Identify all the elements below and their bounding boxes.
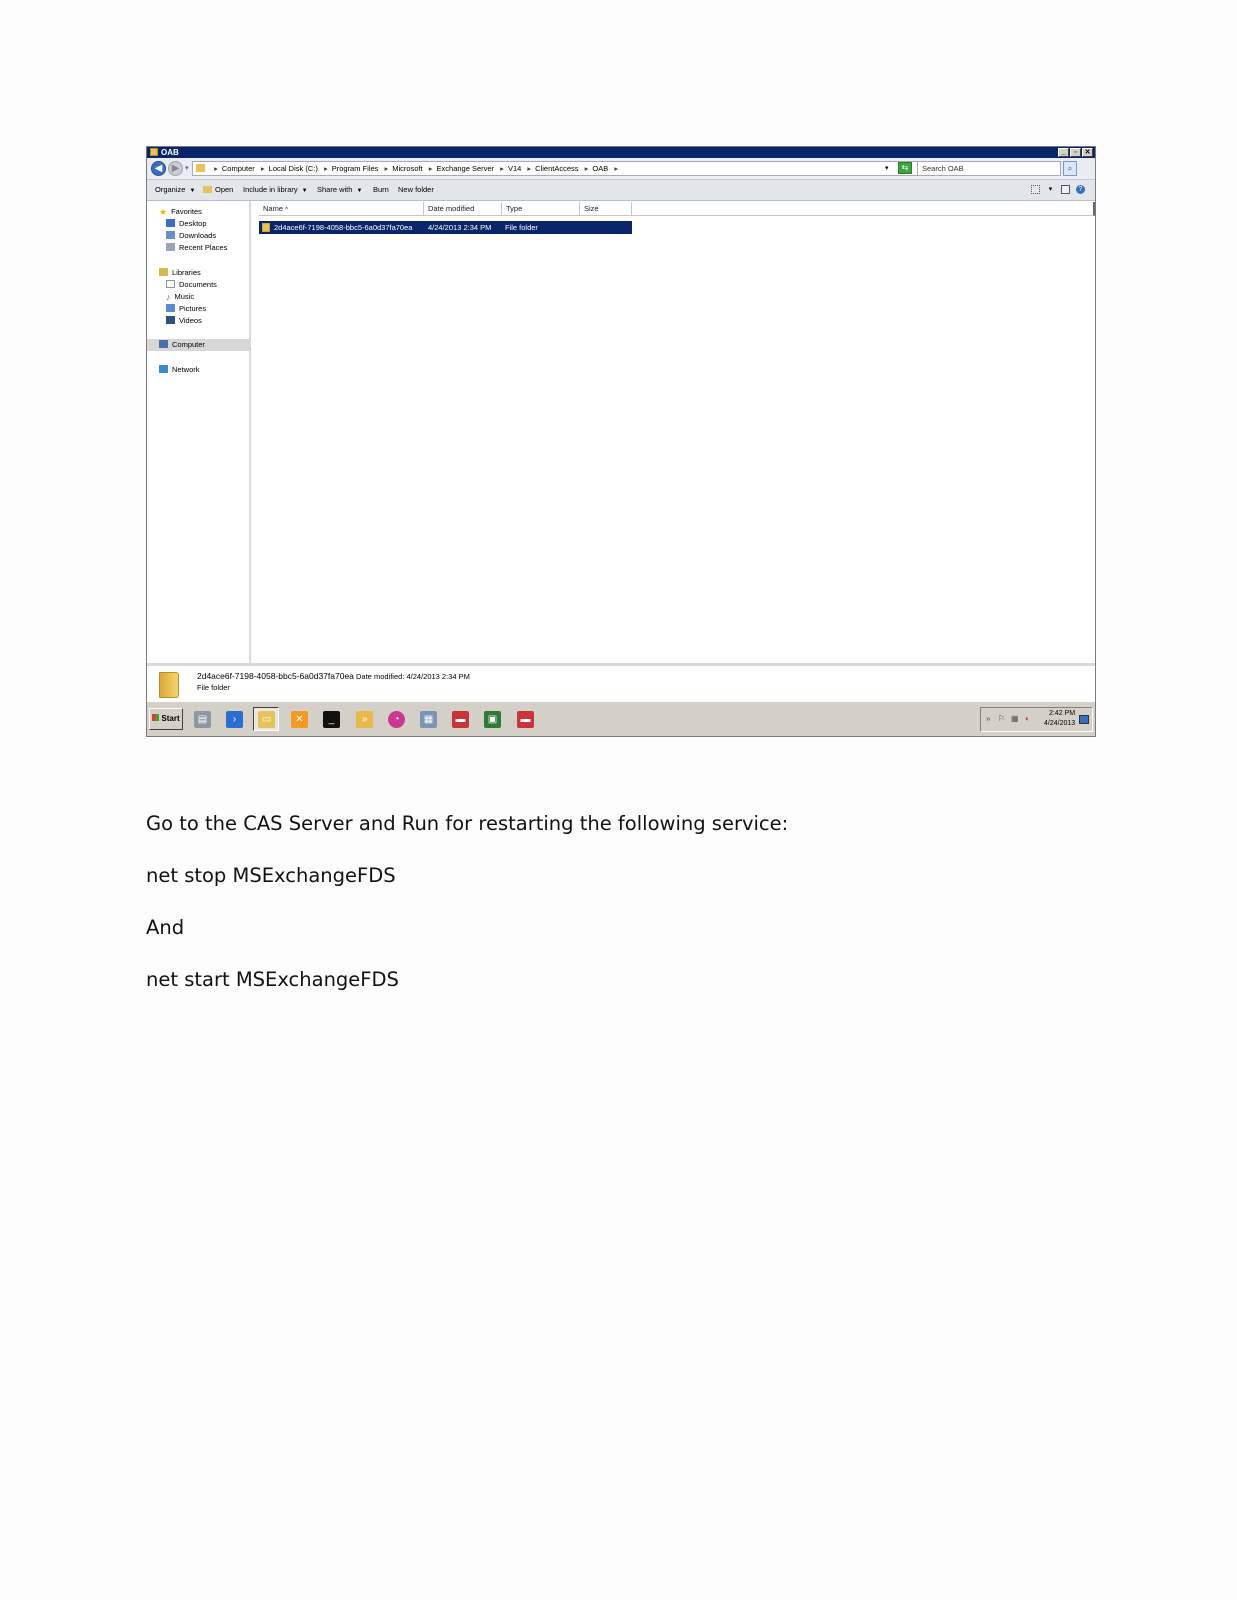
- open-button[interactable]: [203, 180, 233, 200]
- system-tray: [980, 707, 1093, 732]
- back-arrow-icon[interactable]: ◀: [151, 161, 166, 176]
- instruction-paragraph: Go to the CAS Server and Run for restarting the following service:: [146, 812, 789, 835]
- start-command-paragraph: net start MSExchangeFDS: [146, 968, 399, 991]
- nav-computer[interactable]: [147, 339, 259, 351]
- folder-icon: [159, 672, 179, 698]
- recent-pages-dropdown-icon[interactable]: ▾: [185, 165, 189, 172]
- taskbar-exchange-shell[interactable]: [351, 707, 377, 731]
- chevron-down-icon: ▼: [301, 188, 308, 194]
- file-row[interactable]: [259, 221, 632, 234]
- breadcrumb-v14[interactable]: V14: [507, 164, 522, 173]
- stop-command-paragraph: net stop MSExchangeFDS: [146, 864, 396, 887]
- nav-documents-label: Documents: [179, 280, 217, 289]
- share-with-menu[interactable]: [317, 180, 362, 201]
- nav-videos[interactable]: [147, 315, 266, 327]
- address-toolbar: [147, 158, 1095, 180]
- clock-date[interactable]: 4/24/2013: [1044, 720, 1076, 727]
- column-name-label: Name: [263, 204, 284, 213]
- chevron-down-icon: ▼: [189, 188, 196, 194]
- volume-icon[interactable]: ◐: [1025, 714, 1030, 723]
- sort-ascending-icon: ^: [285, 207, 288, 213]
- address-bar[interactable]: [192, 161, 940, 176]
- chevron-right-icon[interactable]: ▸: [500, 164, 504, 173]
- details-name-line: [197, 671, 470, 681]
- command-bar: [147, 180, 1095, 201]
- nav-favorites[interactable]: [147, 206, 259, 218]
- nav-libraries[interactable]: [147, 267, 259, 279]
- chevron-right-icon[interactable]: ▸: [260, 164, 265, 173]
- toolbox-icon: ▬: [452, 711, 469, 728]
- refresh-icon[interactable]: ⇆: [898, 162, 912, 174]
- close-button[interactable]: ✕: [1082, 148, 1093, 157]
- column-header-name[interactable]: [259, 202, 424, 216]
- show-desktop-icon[interactable]: [1079, 715, 1089, 724]
- chevron-down-icon[interactable]: ▾: [1048, 186, 1053, 193]
- libraries-icon: [159, 268, 168, 276]
- navigation-pane: [147, 201, 251, 663]
- column-header-size[interactable]: Size: [580, 202, 632, 216]
- taskbar-server-manager[interactable]: [189, 707, 215, 731]
- nav-pictures[interactable]: [147, 303, 266, 315]
- taskbar-command-prompt[interactable]: [318, 707, 344, 731]
- nav-downloads-label: Downloads: [179, 231, 217, 240]
- taskbar-windows-explorer[interactable]: [253, 707, 279, 731]
- include-in-library-label: Include in library: [243, 185, 298, 194]
- breadcrumb-oab[interactable]: OAB: [592, 164, 609, 173]
- column-header-type[interactable]: Type: [502, 202, 580, 216]
- search-input[interactable]: Search OAB: [917, 161, 1061, 176]
- nav-computer-label: Computer: [172, 340, 205, 349]
- clock-time[interactable]: 2:42 PM: [1049, 710, 1076, 717]
- console-tool-icon: ▣: [484, 711, 501, 728]
- breadcrumb-clientaccess[interactable]: ClientAccess: [535, 164, 579, 173]
- recent-places-icon: [166, 243, 175, 251]
- nav-documents[interactable]: [147, 279, 266, 291]
- taskbar: [147, 701, 1095, 737]
- nav-desktop-label: Desktop: [179, 219, 207, 228]
- nav-desktop[interactable]: [147, 218, 266, 230]
- start-button[interactable]: [149, 708, 183, 730]
- column-header-date-modified[interactable]: Date modified: [424, 202, 502, 216]
- desktop-icon: [166, 219, 175, 227]
- nav-music-label: Music: [174, 292, 195, 301]
- open-label: Open: [215, 185, 234, 194]
- taskbar-console-tool[interactable]: [479, 707, 505, 731]
- nav-recent-places-label: Recent Places: [179, 243, 228, 252]
- show-hidden-icons[interactable]: »: [986, 714, 991, 723]
- videos-icon: [166, 316, 175, 324]
- forward-arrow-icon[interactable]: ▶: [168, 161, 183, 176]
- preview-pane-icon[interactable]: [1061, 185, 1070, 194]
- star-icon: ★: [159, 207, 168, 217]
- toolbox-icon: ▬: [517, 711, 534, 728]
- burn-button[interactable]: Burn: [373, 185, 389, 194]
- new-folder-button[interactable]: New folder: [398, 185, 434, 194]
- nav-downloads[interactable]: [147, 230, 266, 242]
- computer-icon: [159, 340, 168, 348]
- nav-music[interactable]: [147, 291, 266, 303]
- help-icon[interactable]: ?: [1076, 185, 1085, 194]
- minimize-button[interactable]: _: [1058, 148, 1069, 157]
- nav-network[interactable]: [147, 364, 259, 376]
- breadcrumb-microsoft[interactable]: Microsoft: [392, 164, 423, 173]
- column-header-filler: [632, 202, 1095, 216]
- powershell-icon: ›: [226, 711, 243, 728]
- nav-libraries-label: Libraries: [172, 268, 201, 277]
- file-type: File folder: [505, 223, 538, 232]
- breadcrumb-computer[interactable]: Computer: [221, 164, 255, 173]
- chevron-right-icon[interactable]: ▸: [214, 164, 218, 173]
- details-name: 2d4ace6f-7198-4058-bbc5-6a0d37fa70ea: [197, 671, 354, 681]
- taskbar-colorful-app[interactable]: [383, 707, 409, 731]
- explorer-window: [146, 146, 1096, 737]
- open-folder-icon: [203, 186, 212, 193]
- chevron-right-icon[interactable]: ▸: [614, 164, 619, 173]
- pictures-icon: [166, 304, 175, 312]
- nav-network-label: Network: [172, 365, 200, 374]
- details-date-value: 4/24/2013 2:34 PM: [406, 672, 470, 681]
- downloads-icon: [166, 231, 175, 239]
- breadcrumb-program-files[interactable]: Program Files: [331, 164, 379, 173]
- share-with-label: Share with: [317, 185, 353, 194]
- taskbar-toolbox-2[interactable]: [512, 707, 538, 731]
- taskbar-exchange-console[interactable]: [286, 707, 312, 731]
- taskbar-powershell[interactable]: [221, 707, 247, 731]
- search-icon[interactable]: ⌕: [1063, 161, 1077, 176]
- details-pane: [147, 663, 1095, 704]
- organize-label: Organize: [155, 185, 186, 194]
- app-pie-icon: ◔: [388, 711, 405, 728]
- window-title: OAB: [161, 148, 179, 157]
- address-history-dropdown-icon[interactable]: ▾: [885, 165, 889, 172]
- folder-icon: [262, 223, 270, 232]
- chevron-right-icon[interactable]: ▸: [323, 164, 328, 173]
- command-prompt-icon: _: [323, 711, 340, 728]
- folder-icon: [150, 148, 158, 156]
- file-date-modified: 4/24/2013 2:34 PM: [428, 223, 492, 232]
- organize-menu[interactable]: [155, 180, 195, 201]
- chevron-right-icon[interactable]: ▸: [428, 164, 433, 173]
- details-date-label: Date modified:: [356, 672, 405, 681]
- taskbar-toolbox-1[interactable]: [447, 707, 473, 731]
- file-list: [251, 201, 1095, 663]
- exchange-icon: ✕: [291, 711, 308, 728]
- taskbar-network-tool[interactable]: [415, 707, 441, 731]
- music-icon: ♪: [166, 292, 171, 302]
- start-label: Start: [161, 714, 180, 723]
- view-controls: [1031, 185, 1085, 194]
- nav-pictures-label: Pictures: [179, 304, 207, 313]
- and-paragraph: And: [146, 916, 185, 939]
- breadcrumb-exchange-server[interactable]: Exchange Server: [436, 164, 495, 173]
- restore-button[interactable]: ▫: [1070, 148, 1081, 157]
- chevron-right-icon[interactable]: ▸: [384, 164, 389, 173]
- window-controls: [1058, 148, 1093, 157]
- network-icon: [159, 365, 168, 373]
- flag-icon[interactable]: ⚐: [998, 714, 1006, 723]
- include-in-library-menu[interactable]: [243, 180, 308, 201]
- documents-icon: [166, 280, 175, 288]
- server-manager-icon: ▤: [194, 711, 211, 728]
- chevron-down-icon: ▼: [356, 188, 363, 194]
- file-name: 2d4ace6f-7198-4058-bbc5-6a0d37fa70ea: [274, 223, 413, 232]
- nav-videos-label: Videos: [179, 316, 202, 325]
- nav-recent-places[interactable]: [147, 242, 266, 254]
- explorer-folder-icon: ▭: [258, 711, 275, 728]
- folder-icon: [196, 164, 205, 172]
- change-view-icon[interactable]: [1031, 185, 1040, 194]
- network-tool-icon: ▦: [420, 711, 437, 728]
- nav-favorites-label: Favorites: [171, 207, 202, 216]
- windows-logo-icon: [152, 714, 159, 721]
- chevron-right-icon[interactable]: ▸: [584, 164, 589, 173]
- breadcrumb-local-disk[interactable]: Local Disk (C:): [268, 164, 318, 173]
- network-tray-icon[interactable]: ▦: [1011, 714, 1019, 723]
- title-bar: [147, 147, 1095, 158]
- chevron-right-icon[interactable]: ▸: [527, 164, 532, 173]
- exchange-shell-icon: »: [356, 711, 373, 728]
- details-type: File folder: [197, 683, 230, 692]
